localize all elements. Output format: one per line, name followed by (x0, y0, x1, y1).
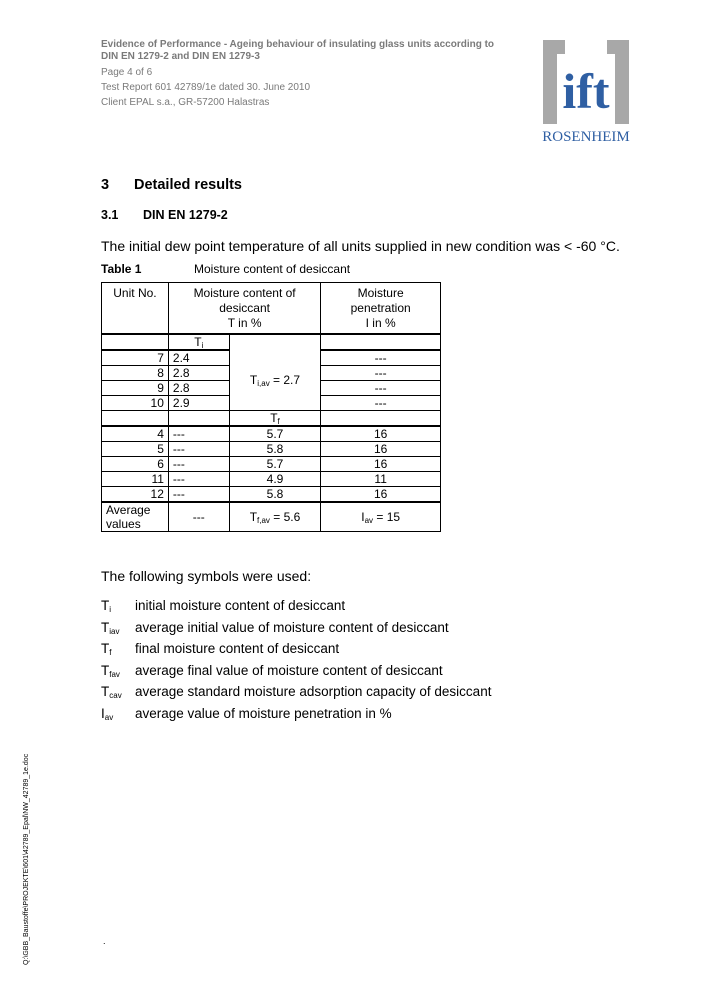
table-caption-text: Moisture content of desiccant (194, 262, 351, 276)
table-row: 4 --- 5.7 16 (102, 426, 441, 442)
final-average-cell: $T_{f,av} = 5.6$ (229, 502, 321, 532)
table-row: 8 2.8 --- (102, 366, 441, 381)
list-item: $T_{fav}$ average final value of moisture content of desiccant (101, 662, 443, 679)
initial-average-cell: $T_{i,av} = 2.7$ (229, 350, 321, 411)
client-line: Client EPAL s.a., GR-57200 Halastras (101, 97, 270, 108)
table-row: 9 2.8 --- (102, 381, 441, 396)
section-number: 3 (101, 177, 110, 193)
table-caption (101, 262, 350, 276)
report-reference: Test Report 601 42789/1e dated 30. June 2010 (101, 82, 311, 93)
table-label: Table 1 (101, 262, 142, 276)
table-row: 6 --- 5.7 16 (102, 457, 441, 472)
header-title-line1: Evidence of Performance - Ageing behaviour of insulating glass units according to (101, 39, 495, 50)
symbols-intro: The following symbols were used: (101, 568, 312, 584)
header-penetration: Moisture penetration I in % (321, 283, 441, 335)
document-header (101, 39, 501, 110)
average-label: Average values (102, 502, 169, 532)
table-row: 12 --- 5.8 16 (102, 487, 441, 503)
average-row: Average values --- $T_{f,av} = 5.6$ $I_{av} = 15$ (102, 502, 441, 532)
table-header-row (102, 283, 441, 335)
final-subheader-row (102, 411, 441, 427)
intro-paragraph: The initial dew point temperature of all units supplied in new condition was < -60 °C. (101, 238, 620, 254)
subsection-title: DIN EN 1279-2 (143, 208, 228, 222)
initial-subheader-row (102, 334, 441, 350)
page-number: Page 4 of 6 (101, 67, 153, 78)
list-item: $T_{iav}$ average initial value of moisture content of desiccant (101, 619, 449, 636)
table-row: 10 2.9 --- (102, 396, 441, 411)
section-title: Detailed results (134, 177, 242, 193)
footer-dot: . (103, 936, 106, 946)
initial-label: $T_i$ (168, 334, 229, 350)
list-item: $I_{av}$ average value of moisture penetration in % (101, 705, 392, 722)
list-item: $T_f$ final moisture content of desiccant (101, 641, 340, 657)
header-unit: Unit No. (102, 283, 169, 335)
svg-text:ROSENHEIM: ROSENHEIM (542, 129, 630, 145)
table-row: 7 2.4 $T_{i,av} = 2.7$ --- (102, 350, 441, 366)
subsection-number: 3.1 (101, 208, 119, 222)
file-path-margin: Q:\GBB_Baustoffe\PROJEKTE\601\42789_Epal\NW_42789_1e.doc (23, 753, 30, 965)
symbols-list (101, 598, 491, 727)
header-moisture: Moisture content of desiccant T in % (168, 283, 320, 335)
table-row: 5 --- 5.8 16 (102, 442, 441, 457)
subsection-heading (101, 208, 228, 222)
table-row: 11 --- 4.9 11 (102, 472, 441, 487)
final-label: $T_f$ (229, 411, 321, 427)
svg-text:ift: ift (562, 63, 610, 119)
ift-rosenheim-logo (541, 40, 631, 145)
moisture-table (101, 282, 441, 532)
list-item: $T_i$ initial moisture content of desiccant (101, 598, 346, 614)
section-heading (101, 177, 242, 193)
list-item: $T_{cav}$ average standard moisture adsorption capacity of desiccant (101, 684, 492, 700)
penetration-average-cell: $I_{av} = 15$ (321, 502, 441, 532)
header-title-line2: DIN EN 1279-2 and DIN EN 1279-3 (101, 51, 260, 62)
